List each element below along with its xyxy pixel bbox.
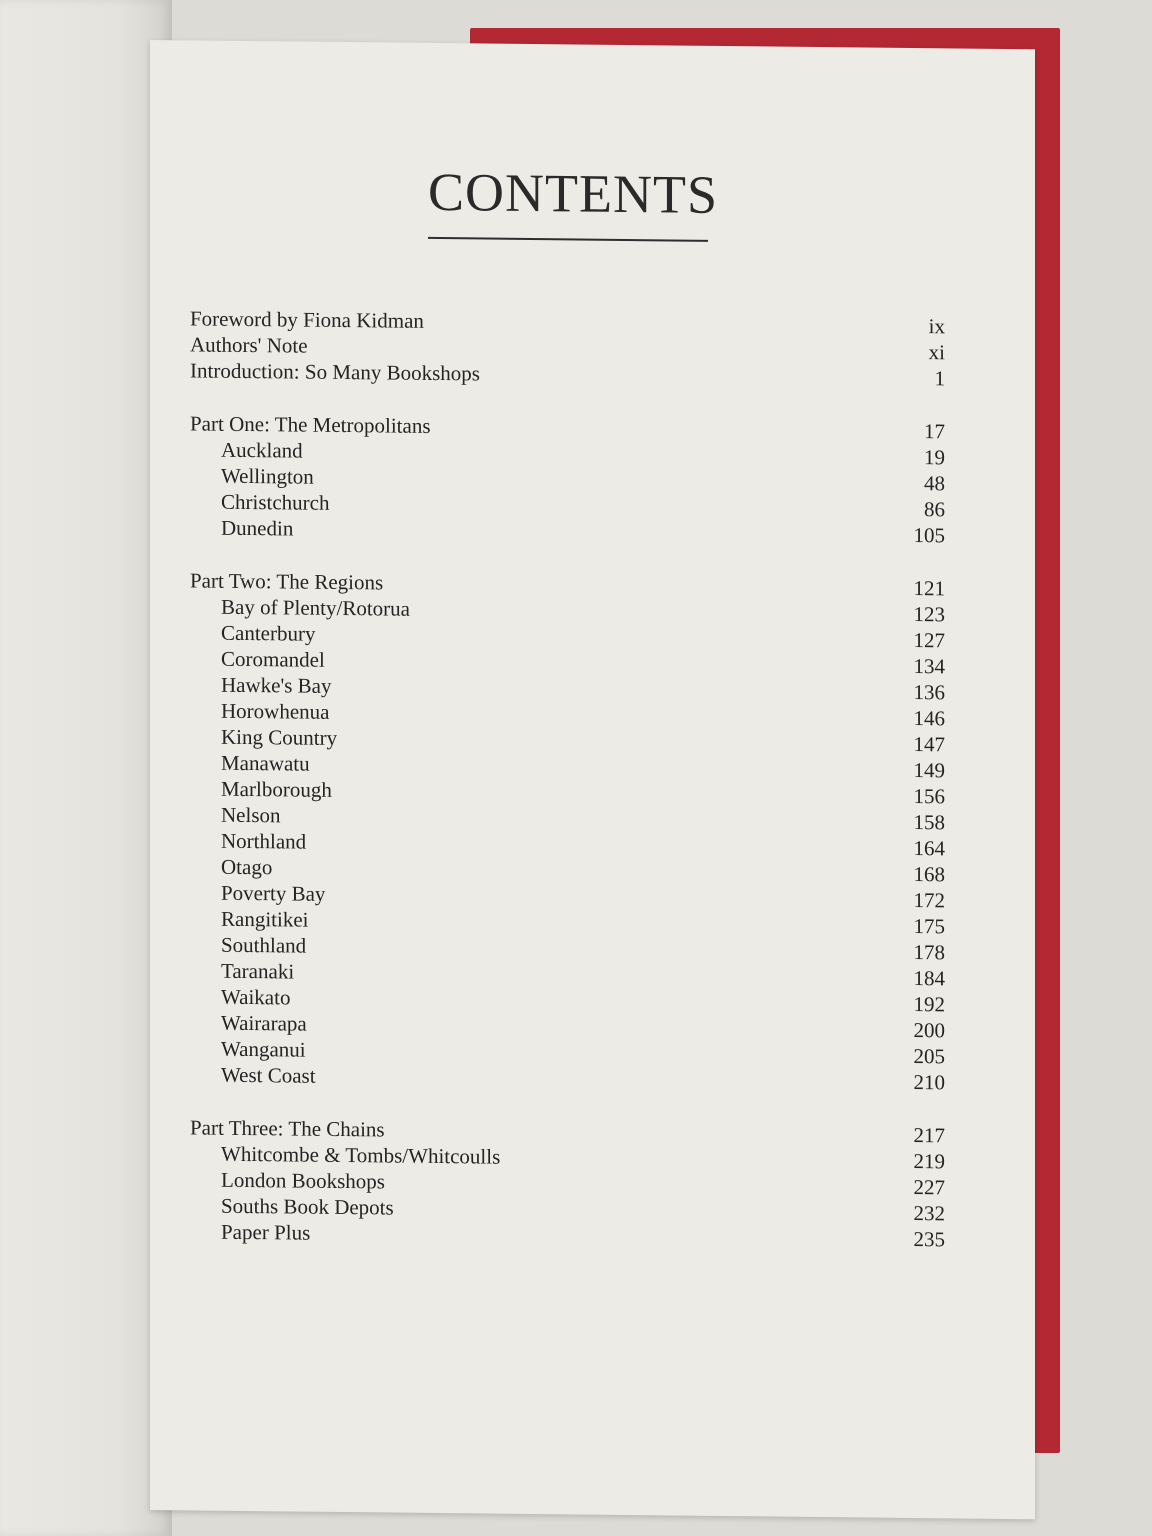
- entry-title: Introduction: So Many Bookshops: [190, 358, 480, 386]
- entry-title: Northland: [221, 828, 307, 854]
- entry-title: London Bookshops: [221, 1167, 385, 1194]
- entry-title: Part Three: The Chains: [190, 1115, 385, 1142]
- entry-title: Southland: [221, 932, 307, 958]
- entry-page-number: 19: [924, 445, 945, 470]
- entry-page-number: 17: [924, 419, 945, 444]
- entry-page-number: 136: [913, 679, 945, 705]
- entry-page-number: 127: [913, 627, 945, 653]
- entry-title: Souths Book Depots: [221, 1193, 394, 1220]
- entry-title: Taranaki: [221, 958, 295, 984]
- entry-page-number: 200: [913, 1017, 945, 1043]
- entry-page-number: 156: [913, 783, 945, 809]
- entry-page-number: 178: [913, 939, 945, 965]
- entry-page-number: 134: [913, 653, 945, 679]
- entry-title: Rangitikei: [221, 906, 309, 932]
- entry-title: Bay of Plenty/Rotorua: [221, 594, 410, 621]
- entry-page-number: 158: [913, 809, 945, 835]
- entry-page-number: 227: [913, 1174, 945, 1200]
- entry-title: Paper Plus: [221, 1219, 311, 1245]
- entry-page-number: 210: [913, 1069, 945, 1095]
- entry-page-number: ix: [928, 314, 945, 339]
- contents-page: [150, 40, 1035, 1519]
- entry-title: Part Two: The Regions: [190, 568, 384, 595]
- title-underline: [428, 237, 708, 242]
- entry-page-number: 217: [913, 1122, 945, 1148]
- entry-page-number: 121: [913, 575, 945, 601]
- entry-page-number: 1: [934, 366, 945, 391]
- facing-page-left: [0, 0, 172, 1536]
- entry-title: Coromandel: [221, 646, 325, 672]
- entry-title: King Country: [221, 724, 338, 750]
- entry-title: Nelson: [221, 802, 281, 828]
- entry-page-number: 205: [913, 1043, 945, 1069]
- entry-page-number: 48: [924, 471, 945, 496]
- entry-page-number: 172: [913, 887, 945, 913]
- entry-page-number: 105: [913, 522, 945, 548]
- entry-page-number: 149: [913, 757, 945, 783]
- table-of-contents: [190, 305, 945, 1252]
- entry-title: West Coast: [221, 1062, 316, 1088]
- entry-title: Canterbury: [221, 620, 316, 646]
- entry-page-number: 232: [913, 1200, 945, 1226]
- entry-page-number: 168: [913, 861, 945, 887]
- entry-page-number: 192: [913, 991, 945, 1017]
- entry-page-number: 123: [913, 601, 945, 627]
- entry-page-number: 184: [913, 965, 945, 991]
- entry-title: Hawke's Bay: [221, 672, 332, 698]
- entry-page-number: 86: [924, 497, 945, 522]
- entry-title: Otago: [221, 854, 273, 880]
- entry-title: Horowhenua: [221, 698, 330, 724]
- entry-page-number: xi: [928, 340, 945, 365]
- entry-title: Marlborough: [221, 776, 332, 802]
- entry-title: Part One: The Metropolitans: [190, 411, 431, 438]
- entry-title: Manawatu: [221, 750, 310, 776]
- entry-title: Auckland: [221, 437, 303, 463]
- entry-title: Authors' Note: [190, 332, 308, 358]
- page-title: CONTENTS: [428, 161, 718, 225]
- entry-title: Waikato: [221, 984, 291, 1010]
- entry-page-number: 235: [913, 1226, 945, 1252]
- entry-title: Christchurch: [221, 489, 330, 515]
- entry-page-number: 219: [913, 1148, 945, 1174]
- entry-page-number: 147: [913, 731, 945, 757]
- entry-page-number: 175: [913, 913, 945, 939]
- entry-title: Wanganui: [221, 1036, 306, 1062]
- entry-title: Foreword by Fiona Kidman: [190, 306, 424, 333]
- entry-page-number: 164: [913, 835, 945, 861]
- entry-title: Whitcombe & Tombs/Whitcoulls: [221, 1141, 501, 1169]
- entry-title: Poverty Bay: [221, 880, 326, 906]
- entry-title: Wairarapa: [221, 1010, 307, 1036]
- entry-title: Dunedin: [221, 515, 294, 541]
- entry-title: Wellington: [221, 463, 314, 489]
- entry-page-number: 146: [913, 705, 945, 731]
